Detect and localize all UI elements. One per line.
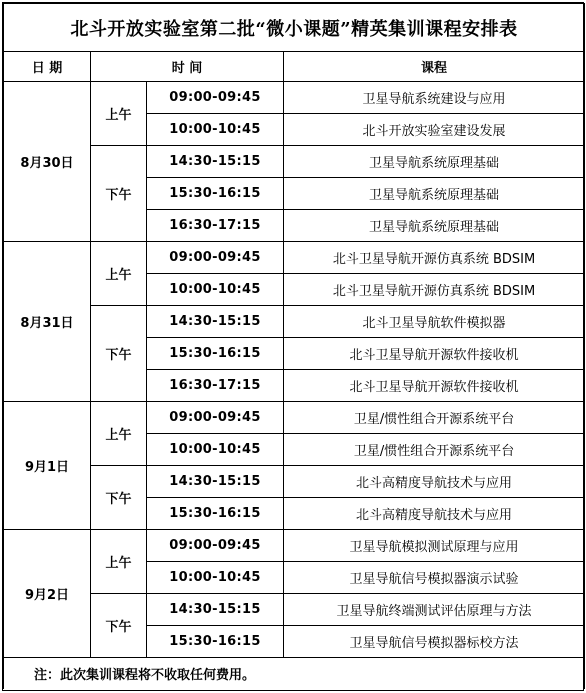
- period-cell: 上午: [91, 242, 147, 306]
- period-cell: 下午: [91, 146, 147, 242]
- course-cell: 卫星导航终端测试评估原理与方法: [284, 594, 585, 626]
- schedule-document: [2, 2, 584, 691]
- table-row: [4, 530, 585, 562]
- date-cell: 9月2日: [4, 530, 91, 658]
- course-cell: 北斗高精度导航技术与应用: [284, 466, 585, 498]
- period-cell: 上午: [91, 530, 147, 594]
- course-cell: 北斗卫星导航软件模拟器: [284, 306, 585, 338]
- time-cell: 15:30-16:15: [147, 626, 284, 658]
- schedule-table: [3, 3, 585, 689]
- time-cell: 14:30-15:15: [147, 466, 284, 498]
- course-cell: 卫星导航系统原理基础: [284, 178, 585, 210]
- time-cell: 15:30-16:15: [147, 498, 284, 530]
- table-row: [4, 466, 585, 498]
- course-cell: 卫星导航模拟测试原理与应用: [284, 530, 585, 562]
- course-cell: 北斗卫星导航开源仿真系统 BDSIM: [284, 242, 585, 274]
- header-row: [4, 52, 585, 82]
- table-row: [4, 402, 585, 434]
- course-cell: 卫星/惯性组合开源系统平台: [284, 402, 585, 434]
- period-cell: 上午: [91, 82, 147, 146]
- time-cell: 14:30-15:15: [147, 146, 284, 178]
- time-cell: 16:30-17:15: [147, 370, 284, 402]
- course-cell: 北斗高精度导航技术与应用: [284, 498, 585, 530]
- header-course: 课程: [284, 52, 585, 82]
- table-row: [4, 146, 585, 178]
- period-cell: 下午: [91, 306, 147, 402]
- table-row: [4, 594, 585, 626]
- time-cell: 09:00-09:45: [147, 82, 284, 114]
- course-cell: 北斗卫星导航开源软件接收机: [284, 338, 585, 370]
- time-cell: 16:30-17:15: [147, 210, 284, 242]
- time-cell: 14:30-15:15: [147, 306, 284, 338]
- date-cell: 8月31日: [4, 242, 91, 402]
- course-cell: 卫星/惯性组合开源系统平台: [284, 434, 585, 466]
- time-cell: 10:00-10:45: [147, 274, 284, 306]
- footnote: 注：此次集训课程将不收取任何费用。: [4, 658, 585, 690]
- schedule-body: [4, 4, 585, 658]
- time-cell: 09:00-09:45: [147, 402, 284, 434]
- table-row: [4, 306, 585, 338]
- date-cell: 8月30日: [4, 82, 91, 242]
- course-cell: 卫星导航信号模拟器演示试验: [284, 562, 585, 594]
- course-cell: 北斗卫星导航开源软件接收机: [284, 370, 585, 402]
- time-cell: 10:00-10:45: [147, 114, 284, 146]
- period-cell: 上午: [91, 402, 147, 466]
- course-cell: 卫星导航系统原理基础: [284, 146, 585, 178]
- period-cell: 下午: [91, 594, 147, 658]
- course-cell: 卫星导航系统原理基础: [284, 210, 585, 242]
- time-cell: 09:00-09:45: [147, 530, 284, 562]
- table-row: [4, 242, 585, 274]
- course-cell: 北斗开放实验室建设发展: [284, 114, 585, 146]
- header-date: 日 期: [4, 52, 91, 82]
- period-cell: 下午: [91, 466, 147, 530]
- date-cell: 9月1日: [4, 402, 91, 530]
- time-cell: 10:00-10:45: [147, 434, 284, 466]
- table-row: [4, 82, 585, 114]
- time-cell: 15:30-16:15: [147, 178, 284, 210]
- time-cell: 15:30-16:15: [147, 338, 284, 370]
- course-cell: 北斗卫星导航开源仿真系统 BDSIM: [284, 274, 585, 306]
- course-cell: 卫星导航信号模拟器标校方法: [284, 626, 585, 658]
- course-cell: 卫星导航系统建设与应用: [284, 82, 585, 114]
- header-time: 时 间: [91, 52, 284, 82]
- time-cell: 14:30-15:15: [147, 594, 284, 626]
- page-title: 北斗开放实验室第二批“微小课题”精英集训课程安排表: [4, 4, 585, 52]
- time-cell: 09:00-09:45: [147, 242, 284, 274]
- time-cell: 10:00-10:45: [147, 562, 284, 594]
